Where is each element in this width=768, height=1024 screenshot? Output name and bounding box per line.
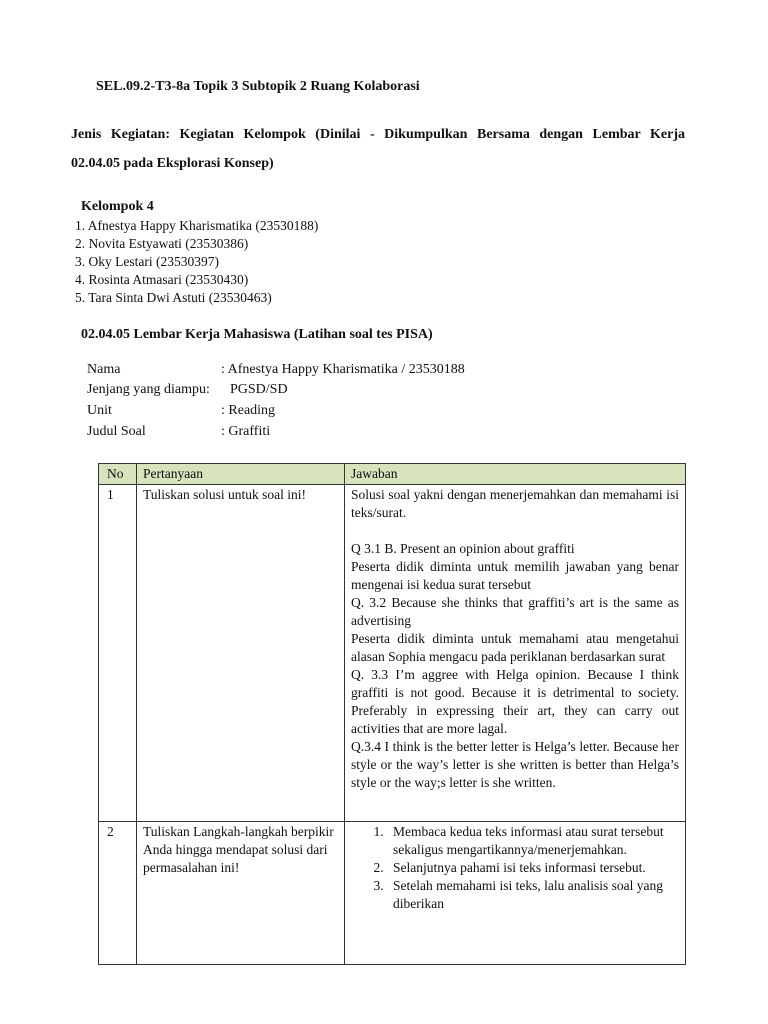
row-question: Tuliskan solusi untuk soal ini! bbox=[137, 485, 345, 822]
table-row bbox=[99, 485, 686, 822]
info-label-level: Jenjang yang diampu: bbox=[87, 382, 210, 397]
answer-paragraph: Q. 3.3 I’m aggree with Helga opinion. Because I think graffiti is not good. Because it is detrimental to society. Preferably in expressing their art, they can carry out activities that are more lagal. bbox=[351, 667, 679, 736]
answer-paragraph: Peserta didik diminta untuk memilih jawaban yang benar mengenai isi kedua surat tersebut bbox=[351, 559, 679, 592]
step-item: 1. Membaca kedua teks informasi atau surat tersebut sekaligus mengartikannya/menerjemahkan. bbox=[387, 823, 679, 859]
answer-paragraph: Q 3.1 B. Present an opinion about graffiti bbox=[351, 541, 575, 556]
activity-type-line1: Jenis Kegiatan: Kegiatan Kelompok (Dinilai - Dikumpulkan Bersama dengan Lembar Kerja bbox=[71, 127, 685, 142]
activity-type-line2: 02.04.05 pada Eksplorasi Konsep) bbox=[71, 156, 274, 171]
info-label-unit: Unit bbox=[87, 403, 112, 418]
group-member: 2. Novita Estyawati (23530386) bbox=[75, 236, 249, 251]
document-title: SEL.09.2-T3-8a Topik 3 Subtopik 2 Ruang Kolaborasi bbox=[96, 79, 420, 94]
group-member: 1. Afnestya Happy Kharismatika (23530188) bbox=[75, 218, 319, 233]
answer-paragraph: Peserta didik diminta untuk memahami atau mengetahui alasan Sophia mengacu pada periklanan berdasarkan surat bbox=[351, 631, 679, 664]
worksheet-title: 02.04.05 Lembar Kerja Mahasiswa (Latihan soal tes PISA) bbox=[81, 327, 433, 342]
answer-paragraph: Q.3.4 I think is the better letter is Helga’s letter. Because her style or the way’s letter is she written is better than Helga’s style or the way;s letter is she written. bbox=[351, 739, 679, 790]
row-number: 1 bbox=[99, 485, 137, 822]
row-answer bbox=[345, 485, 686, 822]
header-question: Pertanyaan bbox=[137, 464, 345, 485]
info-label-name: Nama bbox=[87, 362, 121, 377]
header-no: No bbox=[99, 464, 137, 485]
answer-paragraph: Solusi soal yakni dengan menerjemahkan dan memahami isi teks/surat. bbox=[351, 487, 679, 520]
group-title: Kelompok 4 bbox=[81, 199, 154, 214]
header-answer: Jawaban bbox=[345, 464, 686, 485]
row-question: Tuliskan Langkah-langkah berpikir Anda hingga mendapat solusi dari permasalahan ini! bbox=[137, 822, 345, 965]
table-header-row bbox=[99, 464, 686, 485]
group-member: 5. Tara Sinta Dwi Astuti (23530463) bbox=[75, 290, 272, 305]
info-value-unit: : Reading bbox=[221, 403, 276, 418]
table-row bbox=[99, 822, 686, 965]
steps-list bbox=[351, 823, 679, 913]
info-label-title: Judul Soal bbox=[87, 424, 146, 439]
step-item: 2. Selanjutnya pahami isi teks informasi tersebut. bbox=[387, 859, 679, 877]
step-item: 3. Setelah memahami isi teks, lalu analisis soal yang diberikan bbox=[387, 877, 679, 913]
info-value-name: : Afnestya Happy Kharismatika / 23530188 bbox=[221, 362, 465, 377]
group-member: 4. Rosinta Atmasari (23530430) bbox=[75, 272, 249, 287]
answer-paragraph: Q. 3.2 Because she thinks that graffiti’s art is the same as advertising bbox=[351, 595, 679, 628]
row-number: 2 bbox=[99, 822, 137, 965]
group-member: 3. Oky Lestari (23530397) bbox=[75, 254, 219, 269]
info-value-title: : Graffiti bbox=[221, 424, 271, 439]
info-value-level: PGSD/SD bbox=[230, 382, 288, 397]
answer-table bbox=[98, 463, 686, 965]
row-answer bbox=[345, 822, 686, 965]
